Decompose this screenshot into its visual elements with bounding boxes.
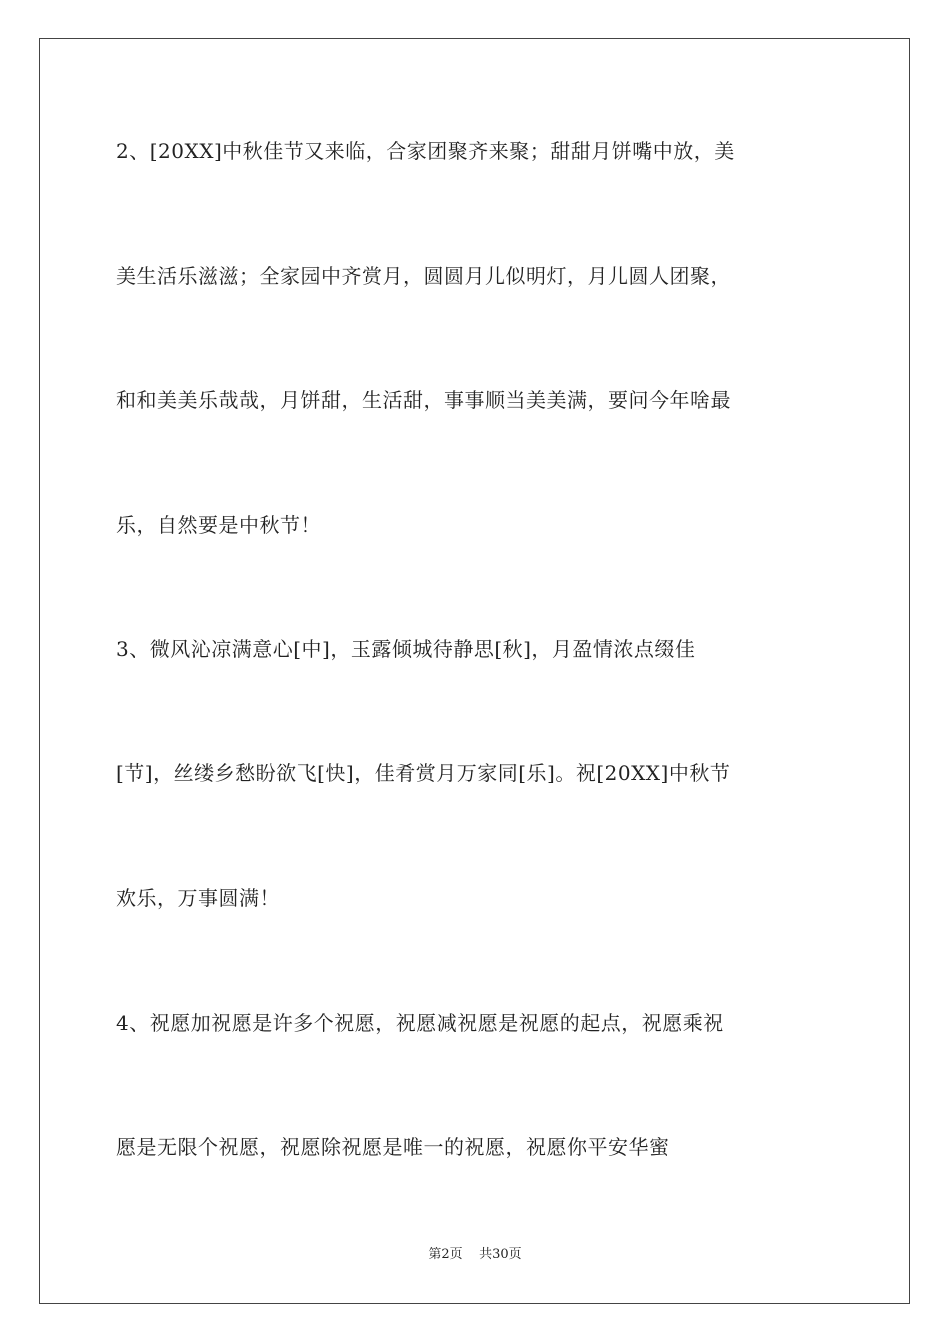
body-text-line: [节]，丝缕乡愁盼欲飞[快]，佳肴赏月万家同[乐]。祝[20XX]中秋节 <box>116 761 731 785</box>
page-footer <box>0 1246 950 1264</box>
body-text-line: 欢乐，万事圆满！ <box>116 886 280 910</box>
page-frame <box>39 38 910 1304</box>
body-text-line: 美生活乐滋滋；全家园中齐赏月，圆圆月儿似明灯，月儿圆人团聚， <box>116 264 731 288</box>
body-text-line: 4、祝愿加祝愿是许多个祝愿，祝愿减祝愿是祝愿的起点，祝愿乘祝 <box>116 1011 724 1035</box>
body-text-line: 愿是无限个祝愿，祝愿除祝愿是唯一的祝愿，祝愿你平安华蜜 <box>116 1135 670 1159</box>
page-total: 共30页 <box>479 1247 522 1262</box>
body-text-line: 乐，自然要是中秋节！ <box>116 513 321 537</box>
body-text-line: 和和美美乐哉哉，月饼甜，生活甜，事事顺当美美满，要问今年啥最 <box>116 388 731 412</box>
body-text-line: 2、[20XX]中秋佳节又来临，合家团聚齐来聚；甜甜月饼嘴中放，美 <box>116 139 735 163</box>
body-text-line: 3、微风沁凉满意心[中]，玉露倾城待静思[秋]，月盈情浓点缀佳 <box>116 637 696 661</box>
page-number: 第2页 <box>428 1247 463 1262</box>
